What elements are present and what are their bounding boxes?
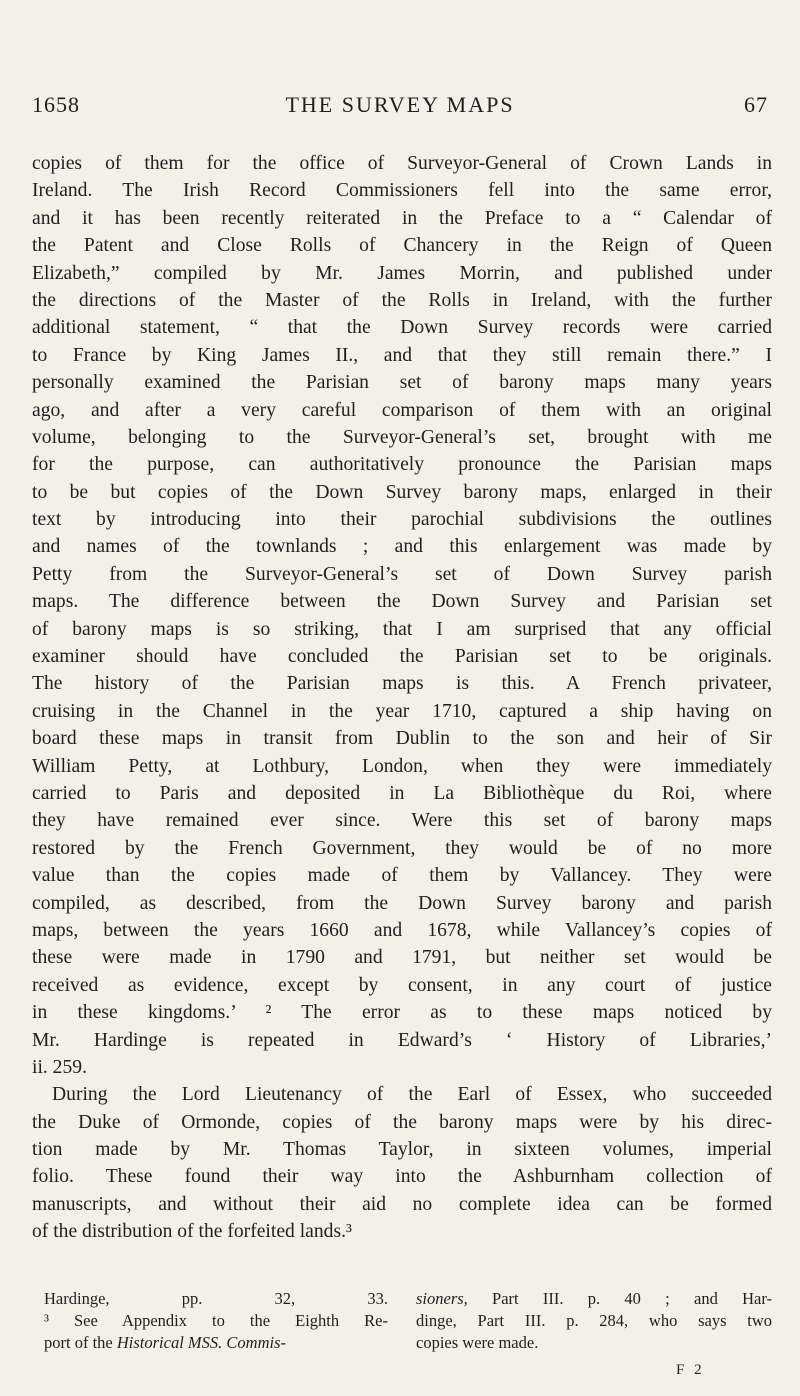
body-line: maps, between the years 1660 and 1678, while Vallancey’s copies of bbox=[32, 919, 772, 941]
body-line: Elizabeth,” compiled by Mr. James Morrin, and published under bbox=[32, 262, 772, 284]
footnote-line bbox=[416, 1288, 772, 1310]
body-line: of the distribution of the forfeited lands.³ bbox=[32, 1221, 352, 1243]
footnote-line bbox=[44, 1332, 388, 1354]
body-line: personally examined the Parisian set of barony maps many years bbox=[32, 372, 772, 394]
body-line: restored by the French Government, they would be of no more bbox=[32, 837, 772, 859]
running-header bbox=[32, 92, 768, 128]
footnote-italic-text: sioners, bbox=[416, 1289, 468, 1308]
body-line: and names of the townlands ; and this enlargement was made by bbox=[32, 536, 772, 558]
body-line: compiled, as described, from the Down Survey barony and parish bbox=[32, 892, 772, 914]
body-line: Mr. Hardinge is repeated in Edward’s ‘ History of Libraries,’ bbox=[32, 1029, 772, 1051]
footnote-line: copies were made. bbox=[416, 1333, 539, 1352]
body-line: for the purpose, can authoritatively pronounce the Parisian maps bbox=[32, 454, 772, 476]
signature-mark: F 2 bbox=[676, 1362, 705, 1378]
body-line: board these maps in transit from Dublin to the son and heir of Sir bbox=[32, 728, 772, 750]
footnote-text: Part III. p. 40 ; and Har- bbox=[467, 1289, 772, 1308]
body-line: Ireland. The Irish Record Commissioners fell into the same error, bbox=[32, 180, 772, 202]
footnote-line: Hardinge, pp. 32, 33. bbox=[44, 1289, 388, 1308]
body-line: in these kingdoms.’ ² The error as to these maps noticed by bbox=[32, 1002, 772, 1024]
body-line: ii. 259. bbox=[32, 1056, 87, 1078]
body-line: cruising in the Channel in the year 1710, captured a ship having on bbox=[32, 700, 772, 722]
footnote-line: ³ See Appendix to the Eighth Re- bbox=[44, 1311, 388, 1330]
body-line: these were made in 1790 and 1791, but neither set would be bbox=[32, 947, 772, 969]
header-title: THE SURVEY MAPS bbox=[285, 92, 515, 117]
body-line: volume, belonging to the Surveyor-General’s set, brought with me bbox=[32, 426, 772, 448]
body-line: to be but copies of the Down Survey barony maps, enlarged in their bbox=[32, 481, 772, 503]
body-line: William Petty, at Lothbury, London, when they were immediately bbox=[32, 755, 772, 777]
body-line: carried to Paris and deposited in La Bibliothèque du Roi, where bbox=[32, 782, 772, 804]
footnote-line: dinge, Part III. p. 284, who says two bbox=[416, 1311, 772, 1330]
body-line: of barony maps is so striking, that I am surprised that any official bbox=[32, 618, 772, 640]
body-line: Petty from the Surveyor-General’s set of Down Survey parish bbox=[32, 563, 772, 585]
body-line: tion made by Mr. Thomas Taylor, in sixteen volumes, imperial bbox=[32, 1139, 772, 1161]
body-line: maps. The difference between the Down Survey and Parisian set bbox=[32, 591, 772, 613]
body-line: copies of them for the office of Surveyor-General of Crown Lands in bbox=[32, 153, 772, 174]
body-line: folio. These found their way into the Ashburnham collection of bbox=[32, 1166, 772, 1188]
body-line: the Patent and Close Rolls of Chancery in the Reign of Queen bbox=[32, 235, 772, 257]
body-line: they have remained ever since. Were this set of barony maps bbox=[32, 810, 772, 832]
body-line: manuscripts, and without their aid no complete idea can be formed bbox=[32, 1193, 772, 1215]
footnote-column-right bbox=[416, 1288, 772, 1354]
body-line: During the Lord Lieutenancy of the Earl of Essex, who succeeded bbox=[52, 1084, 772, 1106]
body-line: value than the copies made of them by Vallancey. They were bbox=[32, 865, 772, 887]
body-line: ago, and after a very careful comparison of them with an original bbox=[32, 399, 772, 421]
body-line: the directions of the Master of the Rolls in Ireland, with the further bbox=[32, 289, 772, 311]
body-line: additional statement, “ that the Down Survey records were carried bbox=[32, 317, 772, 339]
footnote-italic-text: Historical MSS. Commis- bbox=[116, 1333, 286, 1352]
body-line: received as evidence, except by consent, in any court of justice bbox=[32, 974, 772, 996]
body-line: examiner should have concluded the Parisian set to be originals. bbox=[32, 646, 772, 668]
body-line: text by introducing into their parochial subdivisions the outlines bbox=[32, 509, 772, 531]
body-line: and it has been recently reiterated in the Preface to a “ Calendar of bbox=[32, 207, 772, 229]
page-number: 67 bbox=[744, 92, 768, 117]
body-line: the Duke of Ormonde, copies of the barony maps were by his direc- bbox=[32, 1111, 772, 1133]
body-text bbox=[32, 150, 772, 1246]
body-line: The history of the Parisian maps is this. A French privateer, bbox=[32, 673, 772, 695]
footnote-text: port of the bbox=[44, 1333, 117, 1352]
footnote-column-left bbox=[44, 1288, 388, 1354]
header-year: 1658 bbox=[32, 92, 80, 117]
body-line: to France by King James II., and that they still remain there.” I bbox=[32, 344, 772, 366]
